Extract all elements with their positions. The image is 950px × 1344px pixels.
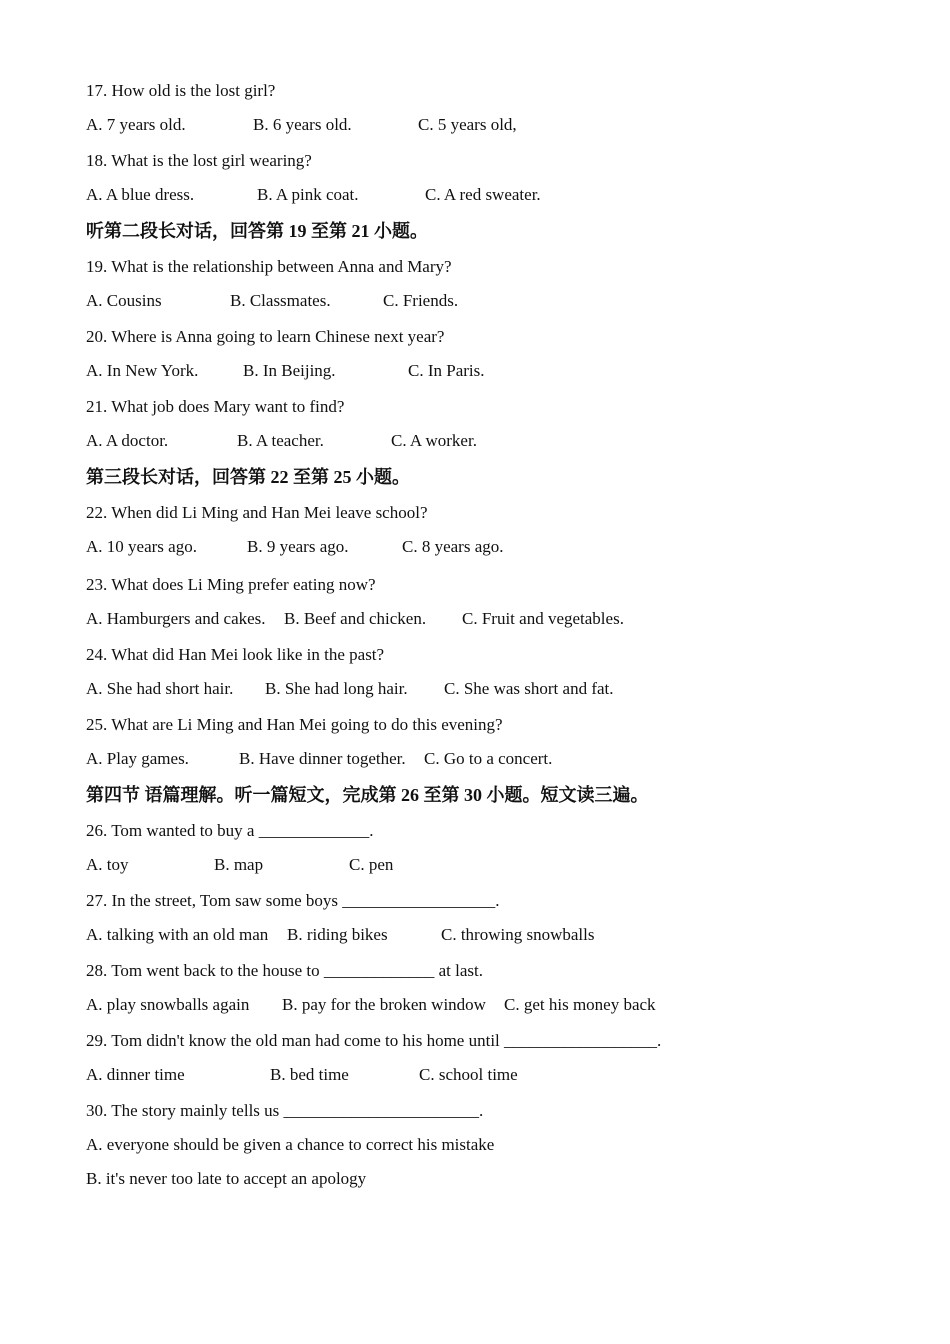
answer-option: B. map	[214, 855, 264, 874]
answer-option: A. talking with an old man	[86, 925, 269, 944]
answer-option: A. play snowballs again	[86, 995, 250, 1014]
question-text: 28. Tom went back to the house to _____________ at last.	[86, 961, 484, 980]
answer-option: B. Have dinner together.	[239, 749, 406, 768]
answer-option: A. In New York.	[86, 361, 199, 380]
answer-option: C. She was short and fat.	[444, 679, 614, 698]
answer-option: A. toy	[86, 855, 129, 874]
question-text: 17. How old is the lost girl?	[86, 81, 276, 100]
answer-option: C. Go to a concert.	[424, 749, 553, 768]
answer-option: B. 9 years ago.	[247, 537, 349, 556]
question-text: 21. What job does Mary want to find?	[86, 397, 345, 416]
answer-option: A. She had short hair.	[86, 679, 234, 698]
question-text: 23. What does Li Ming prefer eating now?	[86, 575, 376, 594]
section-heading: 听第二段长对话，回答第 19 至第 21 小题。	[86, 221, 428, 241]
question-text: B. it's never too late to accept an apology	[86, 1169, 367, 1188]
answer-option: A. 10 years ago.	[86, 537, 197, 556]
answer-option: A. A blue dress.	[86, 185, 195, 204]
question-text: 18. What is the lost girl wearing?	[86, 151, 312, 170]
section-heading: 第三段长对话，回答第 22 至第 25 小题。	[86, 467, 410, 487]
answer-option: C. A red sweater.	[425, 185, 541, 204]
answer-option: B. bed time	[270, 1065, 349, 1084]
answer-option: C. 5 years old,	[418, 115, 517, 134]
answer-option: C. get his money back	[504, 995, 656, 1014]
answer-option: B. pay for the broken window	[282, 995, 486, 1014]
question-text: 26. Tom wanted to buy a _____________.	[86, 821, 374, 840]
answer-option: A. 7 years old.	[86, 115, 186, 134]
answer-option: B. riding bikes	[287, 925, 388, 944]
question-text: 25. What are Li Ming and Han Mei going to do this evening?	[86, 715, 503, 734]
answer-option: B. A teacher.	[237, 431, 324, 450]
answer-option: C. throwing snowballs	[441, 925, 595, 944]
answer-option: A. Cousins	[86, 291, 162, 310]
answer-option: C. Friends.	[383, 291, 459, 310]
question-text: 29. Tom didn't know the old man had come to his home until __________________.	[86, 1031, 662, 1050]
answer-option: C. 8 years ago.	[402, 537, 504, 556]
answer-option: B. Classmates.	[230, 291, 331, 310]
question-text: 22. When did Li Ming and Han Mei leave school?	[86, 503, 428, 522]
answer-option: C. school time	[419, 1065, 518, 1084]
answer-option: A. dinner time	[86, 1065, 185, 1084]
answer-option: B. In Beijing.	[243, 361, 336, 380]
answer-option: A. Hamburgers and cakes.	[86, 609, 266, 628]
answer-option: A. Play games.	[86, 749, 189, 768]
answer-option: A. A doctor.	[86, 431, 169, 450]
answer-option: B. A pink coat.	[257, 185, 359, 204]
section-heading: 第四节 语篇理解。听一篇短文，完成第 26 至第 30 小题。短文读三遍。	[86, 785, 649, 805]
answer-option: B. 6 years old.	[253, 115, 352, 134]
question-text: 27. In the street, Tom saw some boys __________________.	[86, 891, 500, 910]
question-text: 19. What is the relationship between Anna and Mary?	[86, 257, 452, 276]
answer-option: B. She had long hair.	[265, 679, 408, 698]
question-text: 20. Where is Anna going to learn Chinese next year?	[86, 327, 445, 346]
answer-option: C. Fruit and vegetables.	[462, 609, 624, 628]
answer-option: C. A worker.	[391, 431, 477, 450]
question-text: 24. What did Han Mei look like in the past?	[86, 645, 385, 664]
answer-option: B. Beef and chicken.	[284, 609, 427, 628]
question-text: A. everyone should be given a chance to correct his mistake	[86, 1135, 495, 1154]
answer-option: C. In Paris.	[408, 361, 485, 380]
answer-option: C. pen	[349, 855, 394, 874]
question-text: 30. The story mainly tells us _______________________.	[86, 1101, 484, 1120]
